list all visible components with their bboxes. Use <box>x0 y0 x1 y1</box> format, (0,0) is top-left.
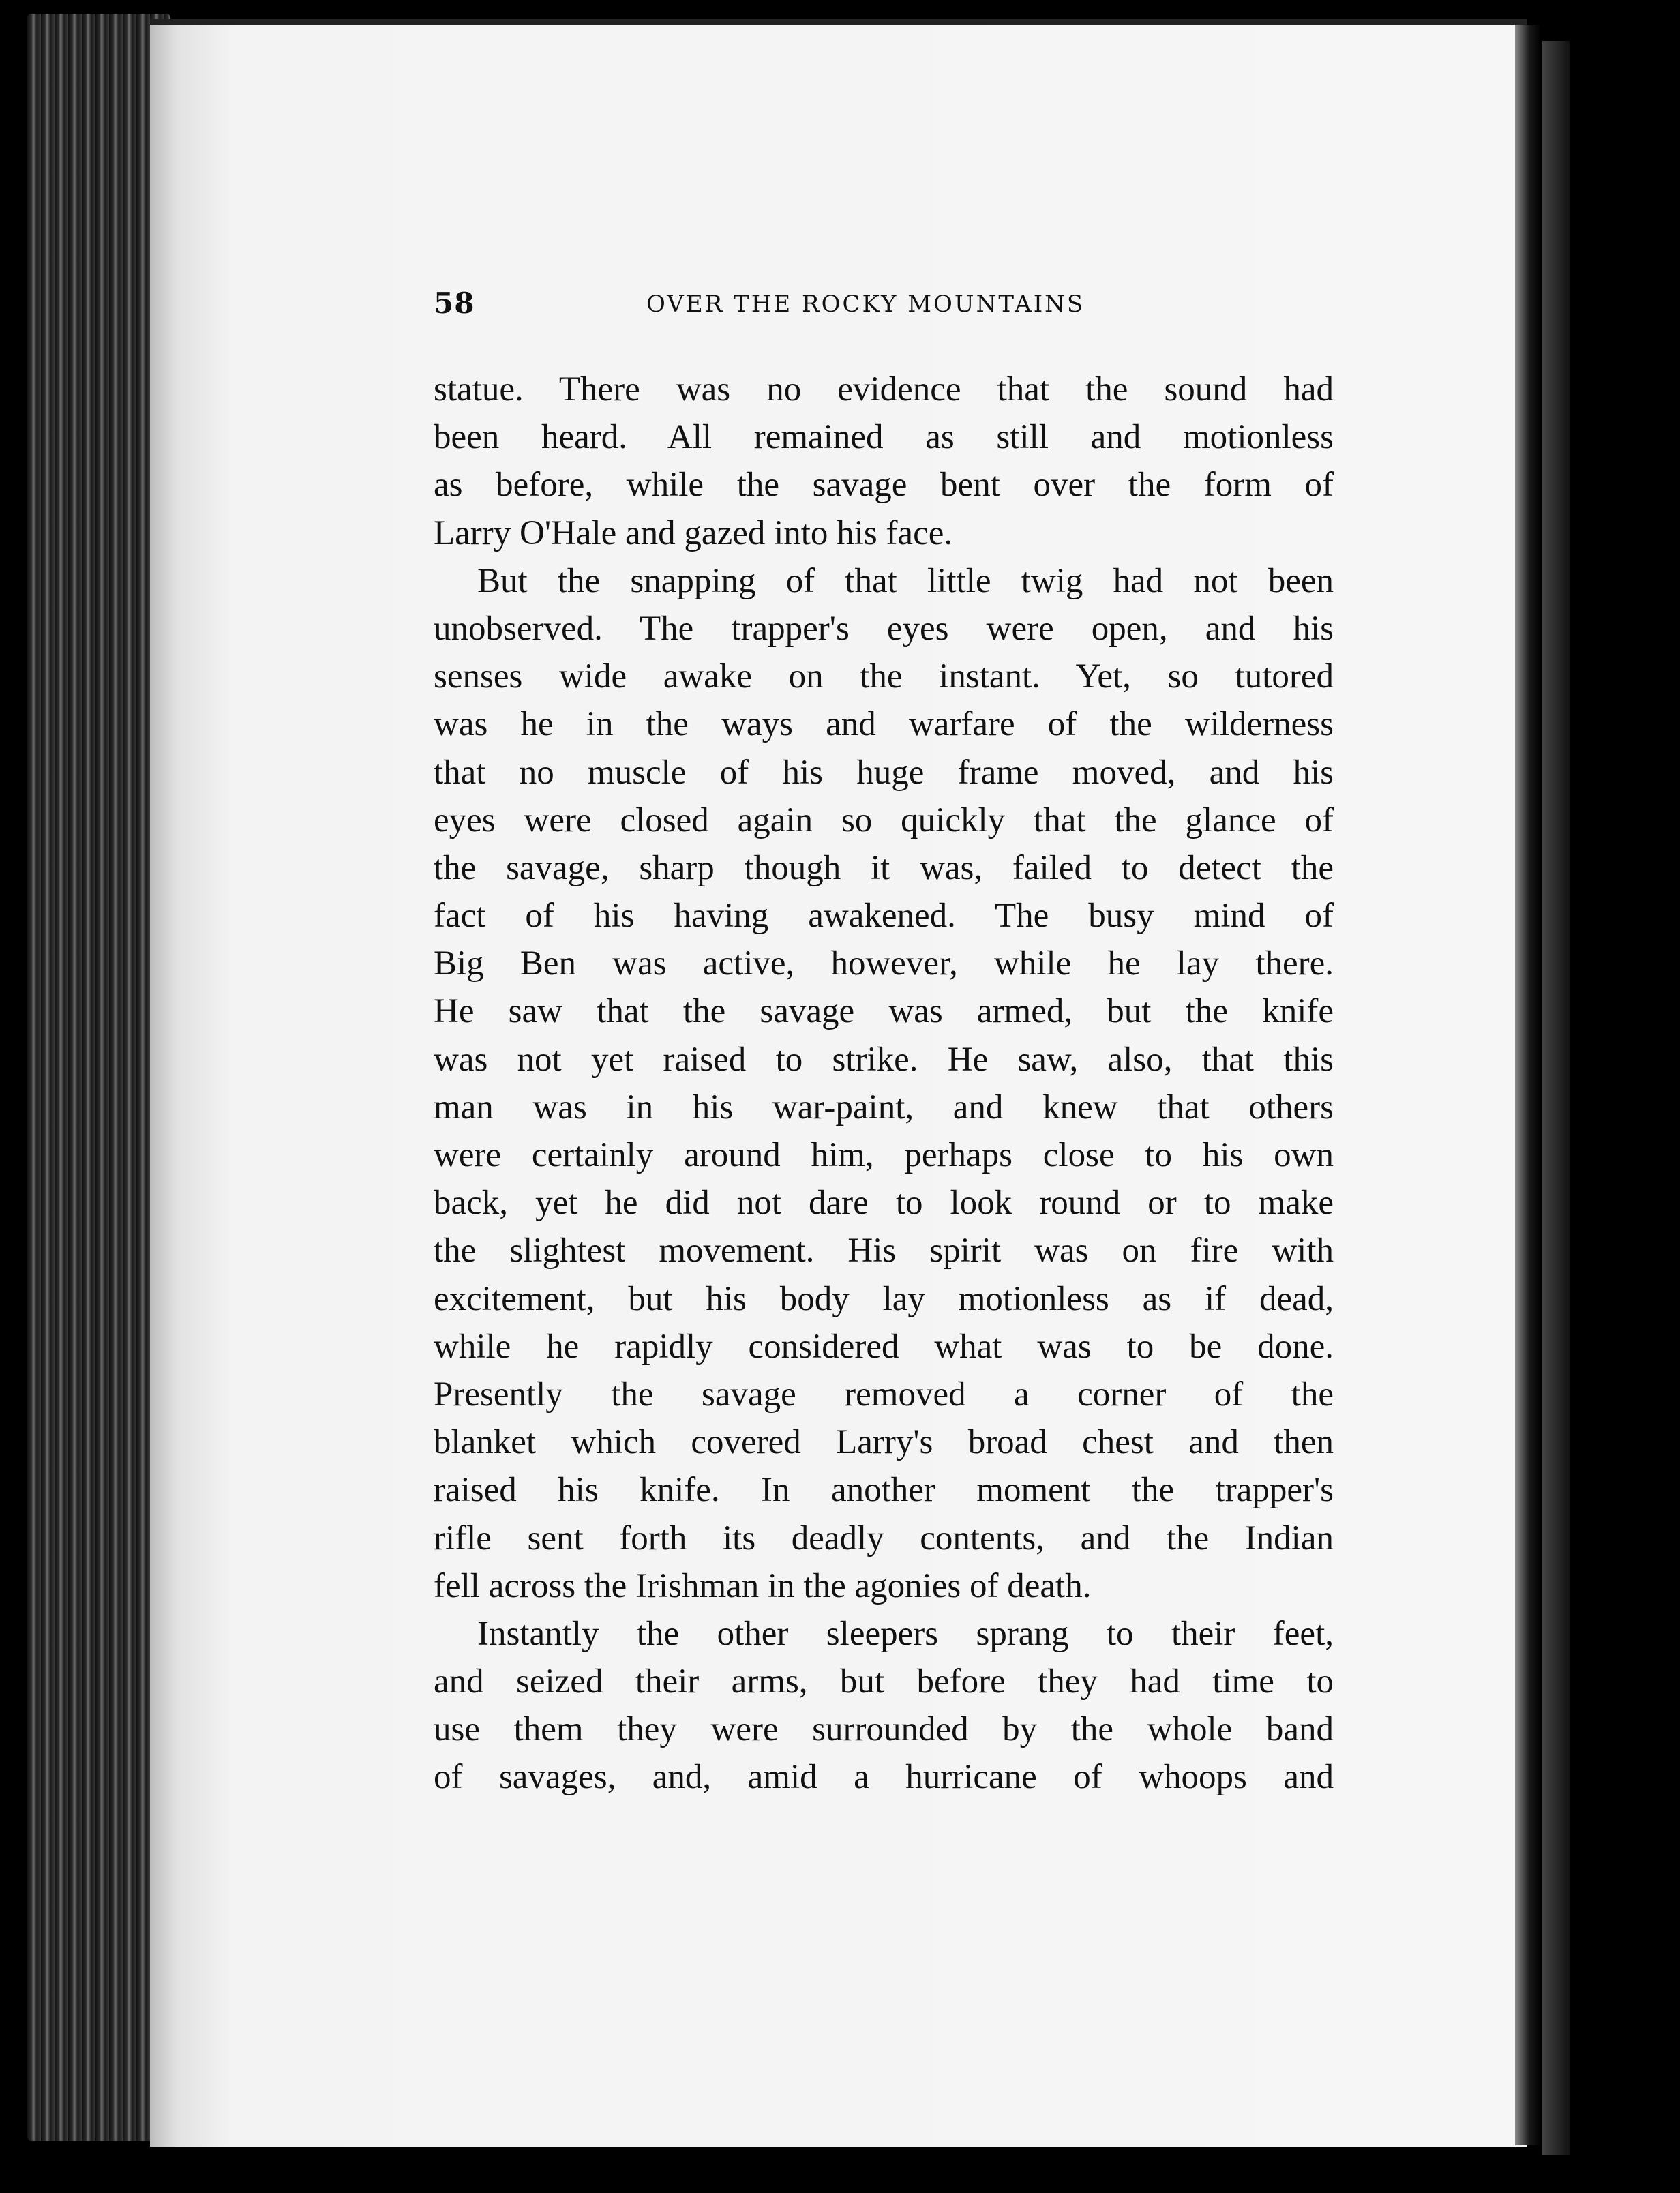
text-line: back, yet he did not dare to look round or to make <box>434 1184 1334 1223</box>
page-number: 58 <box>434 286 475 320</box>
facing-page-edge <box>1542 41 1570 2155</box>
text-line: statue. There was no evidence that the sound had <box>434 370 1334 408</box>
text-line: been heard. All remained as still and motionless <box>434 418 1334 457</box>
text-line: Big Ben was active, however, while he lay there. <box>434 944 1334 983</box>
text-line: He saw that the savage was armed, but the knife <box>434 992 1334 1031</box>
text-line: fact of his having awakened. The busy mind of <box>434 897 1334 936</box>
text-line: senses wide awake on the instant. Yet, so tutored <box>434 657 1334 696</box>
text-line: was he in the ways and warfare of the wilderness <box>434 705 1334 744</box>
text-line: Larry O'Hale and gazed into his face. <box>434 513 953 552</box>
text-line: excitement, but his body lay motionless as if dead, <box>434 1279 1334 1318</box>
text-line: that no muscle of his huge frame moved, and his <box>434 753 1334 792</box>
text-line: the savage, sharp though it was, failed to detect the <box>434 848 1334 887</box>
text-line: raised his knife. In another moment the trapper's <box>434 1471 1334 1510</box>
text-line: unobserved. The trapper's eyes were open, and his <box>434 609 1334 648</box>
text-line: while he rapidly considered what was to be done. <box>434 1327 1334 1366</box>
page-gutter-shadow <box>1515 25 1541 2145</box>
text-line: the slightest movement. His spirit was on fire with <box>434 1232 1334 1270</box>
text-line: use them they were surrounded by the whole band <box>434 1710 1334 1749</box>
text-line: man was in his war-paint, and knew that others <box>434 1088 1334 1127</box>
text-line: fell across the Irishman in the agonies of death. <box>434 1566 1092 1605</box>
text-line: was not yet raised to strike. He saw, also, that this <box>434 1040 1334 1079</box>
text-line: of savages, and, amid a hurricane of whoops and <box>434 1758 1334 1797</box>
text-line: Instantly the other sleepers sprang to their feet, <box>477 1614 1334 1653</box>
text-line: eyes were closed again so quickly that the glance of <box>434 801 1334 839</box>
book-page-edges <box>27 14 170 2141</box>
text-line: were certainly around him, perhaps close to his own <box>434 1136 1334 1174</box>
text-line: blanket which covered Larry's broad chest and then <box>434 1423 1334 1462</box>
body-text <box>434 366 1334 1802</box>
text-line: rifle sent forth its deadly contents, and the Indian <box>434 1519 1334 1557</box>
page-header <box>434 286 1334 334</box>
text-line: But the snapping of that little twig had not been <box>477 561 1334 600</box>
text-line: and seized their arms, but before they had time to <box>434 1662 1334 1701</box>
text-line: as before, while the savage bent over the form of <box>434 466 1334 505</box>
text-line: Presently the savage removed a corner of the <box>434 1375 1334 1414</box>
running-head: OVER THE ROCKY MOUNTAINS <box>646 290 1085 318</box>
